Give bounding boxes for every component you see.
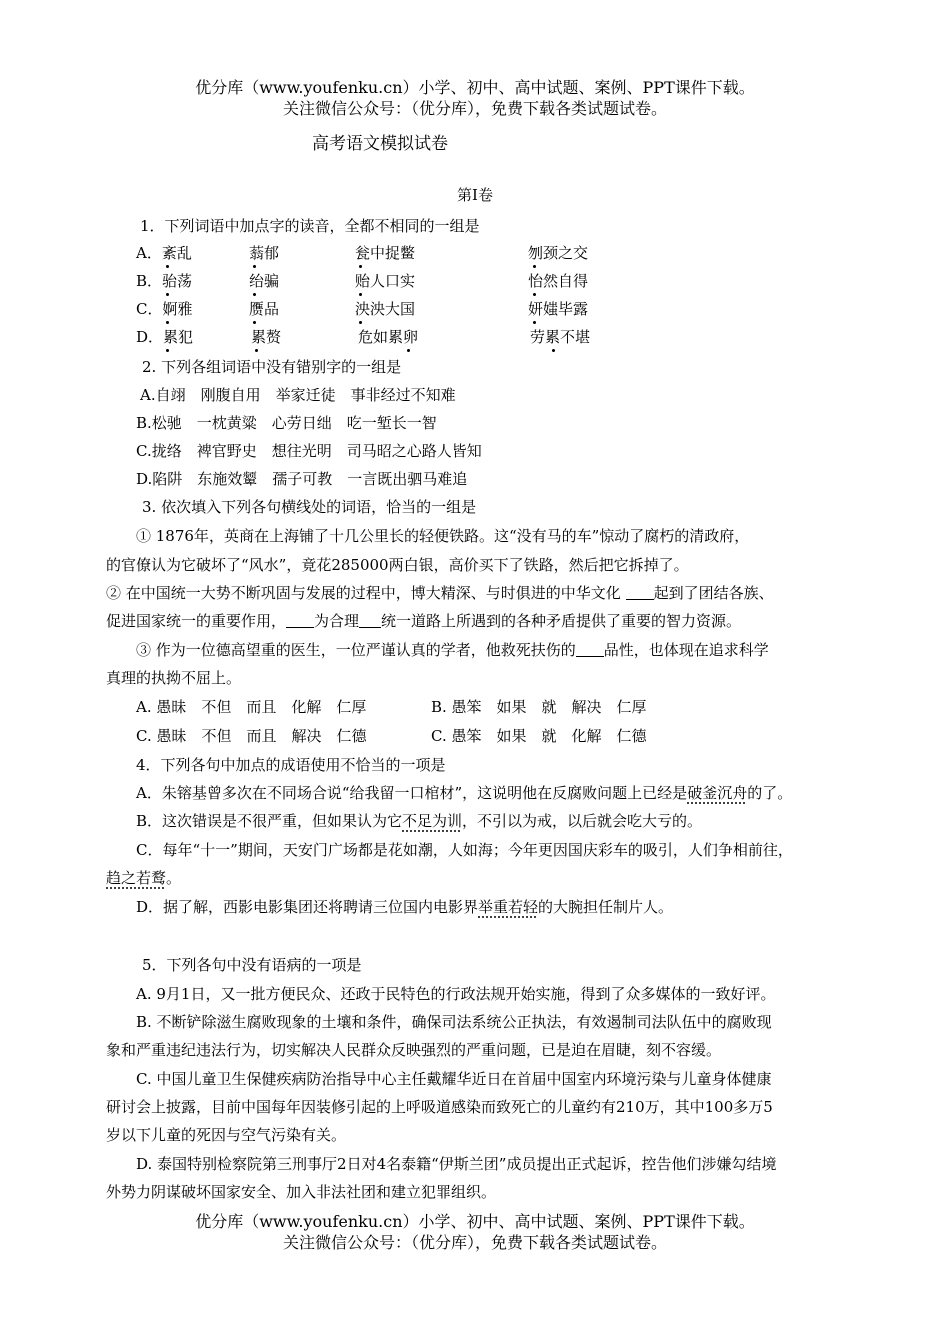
q5-stem: 5．下列各句中没有语病的一项是 xyxy=(142,956,362,974)
header-line-2: 关注微信公众号：（优分库），免费下载各类试题试卷。 xyxy=(282,99,667,118)
q5-option-a: A. 9月1日，又一批方便民众、还政于民特色的行政法规开始实施，得到了众多媒体的一致好评。 xyxy=(136,985,776,1003)
q3-sentence-3-line-2: 真理的执拗不屈上。 xyxy=(106,669,242,687)
q3-option-c: C. 愚昧 不但 而且 解决 仁德 xyxy=(136,727,367,745)
q1-c-col4: 妍媸毕露 xyxy=(528,300,589,318)
q3-sentence-2-line-1: ② 在中国统一大势不断巩固与发展的过程中，博大精深、与时俱进的中华文化 起到了团结各族、 xyxy=(106,584,774,602)
q1-a-col3: 瓮中捉鳖 xyxy=(355,244,416,262)
q2-option-b: B.松驰 一枕黄粱 心劳日绌 吃一堑长一智 xyxy=(136,414,437,432)
q4-stem: 4．下列各句中加点的成语使用不恰当的一项是 xyxy=(136,756,446,774)
q3-option-a: A. 愚昧 不但 而且 化解 仁厚 xyxy=(136,698,367,716)
q2-option-d: D.陷阱 东施效颦 孺子可教 一言既出驷马难追 xyxy=(136,470,468,488)
q1-b-col2: 绐骗 xyxy=(249,272,280,290)
q3-option-d: C. 愚笨 如果 就 化解 仁德 xyxy=(431,727,647,745)
q2-option-a: A.自翊 刚腹自用 举家迁徒 事非经过不知难 xyxy=(140,386,456,404)
q3-sentence-1-line-2: 的官僚认为它破坏了“风水”，竟花285000两白银，高价买下了铁路，然后把它拆掉了。 xyxy=(106,556,689,574)
header-line-1: 优分库（www.youfenku.cn）小学、初中、高中试题、案例、PPT课件下载。 xyxy=(195,78,755,97)
q1-b-col4: 怡然自得 xyxy=(528,272,589,290)
blank-2 xyxy=(286,613,314,628)
blank-4 xyxy=(576,642,604,657)
q4-option-c-line-2: 趋之若鹜。 xyxy=(106,869,182,887)
q3-sentence-1-line-1: ① 1876年，英商在上海铺了十几公里长的轻便铁路。这“没有马的车”惊动了腐朽的清政府， xyxy=(136,527,750,545)
blank-3 xyxy=(359,613,381,628)
q2-stem: 2. 下列各组词语中没有错别字的一组是 xyxy=(142,358,402,376)
q5-option-c-line-1: C. 中国儿童卫生保健疾病防治指导中心主任戴耀华近日在首届中国室内环境污染与儿童身体健康 xyxy=(136,1070,772,1088)
q1-a-col4: 刎颈之交 xyxy=(528,244,589,262)
q1-a-col2: 蓊郁 xyxy=(249,244,280,262)
q1-b-col3: 贻人口实 xyxy=(355,272,416,290)
q1-d-col2: 累赘 xyxy=(251,328,282,346)
document-title: 高考语文模拟试卷 xyxy=(312,134,448,154)
q1-b-col1: B．骀荡 xyxy=(136,272,193,290)
q4-option-d: D．据了解，西影电影集团还将聘请三位国内电影界举重若轻的大腕担任制片人。 xyxy=(136,898,674,916)
q4-d-idiom: 举重若轻 xyxy=(478,898,539,916)
q4-option-a: A．朱镕基曾多次在不同场合说“给我留一口棺材”，这说明他在反腐败问题上已经是破釜沉舟的了。 xyxy=(136,784,793,802)
q5-option-b-line-2: 象和严重违纪违法行为，切实解决人民群众反映强烈的严重问题，已是迫在眉睫，刻不容缓。 xyxy=(106,1041,722,1059)
q5-option-b-line-1: B. 不断铲除滋生腐败现象的土壤和条件，确保司法系统公正执法，有效遏制司法队伍中的腐败现 xyxy=(136,1013,772,1031)
q1-c-col3: 泱泱大国 xyxy=(355,300,416,318)
q4-a-idiom: 破釜沉舟 xyxy=(687,784,748,802)
q1-stem: 1．下列词语中加点字的读音，全都不相同的一组是 xyxy=(140,217,480,235)
q5-option-c-line-2: 研讨会上披露，目前中国每年因装修引起的上呼吸道感染而致死亡的儿童约有210万，其中100多万5 xyxy=(106,1098,773,1116)
q3-sentence-3-line-1: ③ 作为一位德高望重的医生，一位严谨认真的学者，他救死扶伤的 品性，也体现在追求科学 xyxy=(136,641,769,659)
q4-option-b: B．这次错误是不很严重，但如果认为它不足为训，不引以为戒，以后就会吃大亏的。 xyxy=(136,812,703,830)
q1-a-col1: A．紊乱 xyxy=(136,244,192,262)
q2-option-c: C.拢络 裨官野史 想往光明 司马昭之心路人皆知 xyxy=(136,442,482,460)
q4-b-idiom: 不足为训 xyxy=(402,812,463,830)
q3-stem: 3. 依次填入下列各句横线处的词语，恰当的一组是 xyxy=(142,498,477,516)
footer-line-2: 关注微信公众号：（优分库），免费下载各类试题试卷。 xyxy=(282,1233,667,1252)
q4-c-idiom: 趋之若鹜 xyxy=(106,869,167,887)
q1-c-col1: C．婀雅 xyxy=(136,300,193,318)
volume-label: 第Ⅰ卷 xyxy=(457,186,493,204)
q4-option-c-line-1: C．每年“十一”期间，天安门广场都是花如潮，人如海；今年更因国庆彩车的吸引，人们争相前往， xyxy=(136,841,793,859)
q3-option-b: B. 愚笨 如果 就 解决 仁厚 xyxy=(431,698,647,716)
q1-c-col2: 赝品 xyxy=(249,300,280,318)
q1-d-col1: D．累犯 xyxy=(136,328,194,346)
q5-option-d-line-1: D. 泰国特别检察院第三刑事厅2日对4名泰籍“伊斯兰团”成员提出正式起诉，控告他们涉嫌勾结境 xyxy=(136,1155,777,1173)
blank-1 xyxy=(626,585,654,600)
q1-d-col4: 劳累不堪 xyxy=(530,328,591,346)
q3-sentence-2-line-2: 促进国家统一的重要作用， 为合理 统一道路上所遇到的各种矛盾提供了重要的智力资源。 xyxy=(106,612,742,630)
q1-d-col3: 危如累卵 xyxy=(358,328,419,346)
footer-line-1: 优分库（www.youfenku.cn）小学、初中、高中试题、案例、PPT课件下载。 xyxy=(195,1212,755,1231)
q5-option-c-line-3: 岁以下儿童的死因与空气污染有关。 xyxy=(106,1126,347,1144)
q5-option-d-line-2: 外势力阴谋破坏国家安全、加入非法社团和建立犯罪组织。 xyxy=(106,1183,497,1201)
